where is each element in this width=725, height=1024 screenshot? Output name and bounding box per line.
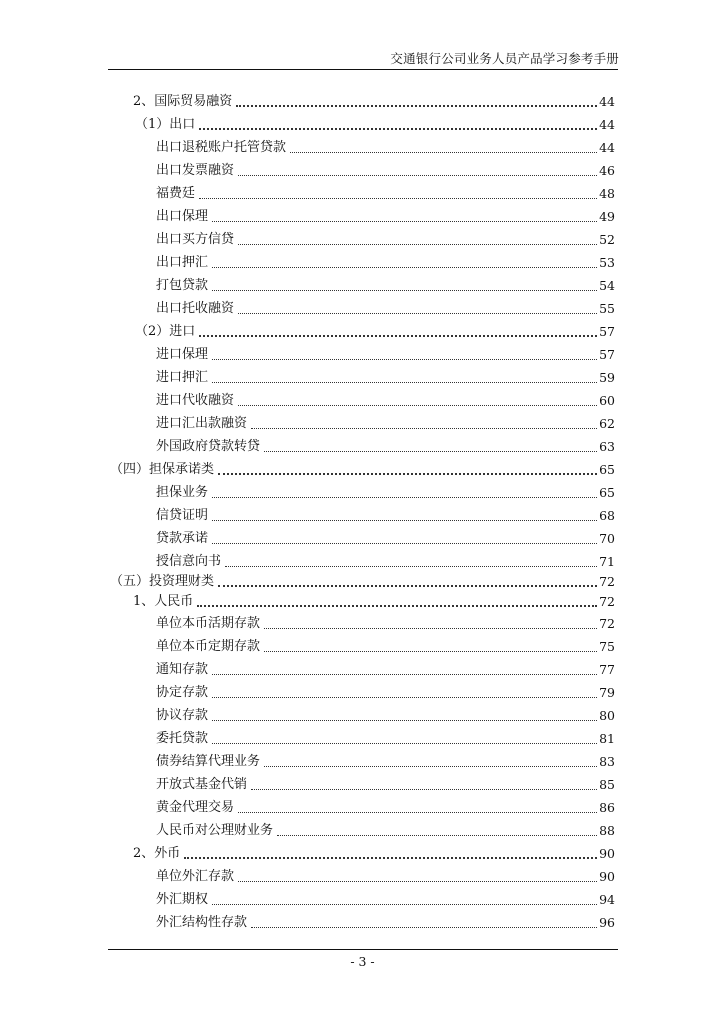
toc-entry-label: 进口汇出款融资 — [156, 416, 248, 431]
toc-entry-label: 出口买方信贷 — [156, 232, 235, 247]
toc-entry[interactable] — [110, 458, 615, 478]
toc-entry[interactable] — [133, 90, 615, 110]
running-header: 交通银行公司业务人员产品学习参考手册 — [390, 51, 619, 66]
toc-entry-page: 46 — [599, 163, 615, 178]
dot-leader — [212, 543, 597, 544]
toc-entry[interactable] — [156, 136, 615, 156]
toc-entry-page: 72 — [599, 594, 615, 609]
toc-entry[interactable] — [156, 773, 615, 793]
toc-entry-label: 单位外汇存款 — [156, 869, 235, 884]
toc-entry-page: 85 — [599, 777, 615, 792]
toc-entry-page: 60 — [599, 393, 615, 408]
toc-entry[interactable] — [133, 590, 615, 610]
toc-entry[interactable] — [156, 297, 615, 317]
dot-leader — [251, 789, 597, 790]
dot-leader — [212, 520, 597, 521]
toc-entry-page: 44 — [599, 140, 615, 155]
toc-entry[interactable] — [156, 481, 615, 501]
toc-entry[interactable] — [156, 527, 615, 547]
toc-entry[interactable] — [135, 320, 615, 340]
toc-entry-page: 90 — [599, 869, 615, 884]
toc-entry-page: 88 — [599, 823, 615, 838]
toc-entry-page: 86 — [599, 800, 615, 815]
toc-entry-label: （1）出口 — [135, 117, 196, 132]
dot-leader — [199, 128, 597, 130]
toc-entry-label: 2、外币 — [133, 846, 181, 861]
toc-entry-label: 信贷证明 — [156, 508, 209, 523]
toc-entry-page: 75 — [599, 639, 615, 654]
toc-entry[interactable] — [156, 888, 615, 908]
dot-leader — [197, 605, 597, 607]
toc-entry-page: 44 — [599, 94, 615, 109]
toc-entry[interactable] — [156, 412, 615, 432]
toc-entry-label: 进口保理 — [156, 347, 209, 362]
toc-entry-label: 黄金代理交易 — [156, 800, 235, 815]
toc-entry-label: 1、人民币 — [133, 594, 194, 609]
toc-entry-label: 出口托收融资 — [156, 301, 235, 316]
toc-entry-label: 出口押汇 — [156, 255, 209, 270]
toc-entry[interactable] — [156, 228, 615, 248]
dot-leader — [184, 857, 597, 859]
toc-entry-page: 62 — [599, 416, 615, 431]
toc-entry-page: 68 — [599, 508, 615, 523]
dot-leader — [212, 497, 597, 498]
toc-entry-label: 福费廷 — [156, 186, 196, 201]
dot-leader — [264, 766, 597, 767]
dot-leader — [212, 674, 597, 675]
toc-entry-label: 外汇结构性存款 — [156, 915, 248, 930]
toc-entry-label: （四）担保承诺类 — [110, 462, 215, 477]
toc-entry-label: 贷款承诺 — [156, 531, 209, 546]
toc-entry-page: 63 — [599, 439, 615, 454]
toc-entry[interactable] — [135, 113, 615, 133]
dot-leader — [290, 152, 597, 153]
footer-rule — [108, 949, 618, 950]
dot-leader — [238, 244, 597, 245]
toc-entry-label: 单位本币活期存款 — [156, 616, 261, 631]
dot-leader — [218, 585, 597, 587]
dot-leader — [238, 812, 597, 813]
toc-entry[interactable] — [110, 570, 615, 590]
dot-leader — [251, 428, 597, 429]
toc-entry-page: 90 — [599, 846, 615, 861]
toc-entry-label: 进口代收融资 — [156, 393, 235, 408]
toc-entry[interactable] — [156, 550, 615, 570]
toc-entry-label: 协议存款 — [156, 708, 209, 723]
toc-entry[interactable] — [156, 612, 615, 632]
toc-entry-page: 52 — [599, 232, 615, 247]
toc-entry[interactable] — [156, 727, 615, 747]
dot-leader — [238, 313, 597, 314]
toc-entry[interactable] — [156, 911, 615, 931]
toc-entry-page: 44 — [599, 117, 615, 132]
toc-entry[interactable] — [156, 504, 615, 524]
toc-entry-page: 65 — [599, 462, 615, 477]
toc-entry-label: 授信意向书 — [156, 554, 222, 569]
toc-entry-page: 72 — [599, 616, 615, 631]
toc-entry-label: （五）投资理财类 — [110, 574, 215, 589]
toc-entry[interactable] — [156, 865, 615, 885]
toc-entry-label: 委托贷款 — [156, 731, 209, 746]
toc-entry[interactable] — [156, 251, 615, 271]
toc-entry-page: 54 — [599, 278, 615, 293]
dot-leader — [225, 566, 597, 567]
toc-entry-label: 外国政府贷款转贷 — [156, 439, 261, 454]
toc-entry-label: 外汇期权 — [156, 892, 209, 907]
toc-entry-label: （2）进口 — [135, 324, 196, 339]
toc-entry-page: 57 — [599, 347, 615, 362]
toc-entry-label: 出口退税账户托管贷款 — [156, 140, 287, 155]
toc-entry-page: 94 — [599, 892, 615, 907]
dot-leader — [264, 651, 597, 652]
toc-entry[interactable] — [156, 389, 615, 409]
toc-entry-page: 65 — [599, 485, 615, 500]
dot-leader — [199, 198, 597, 199]
dot-leader — [238, 881, 597, 882]
toc-entry[interactable] — [156, 681, 615, 701]
toc-entry[interactable] — [156, 366, 615, 386]
toc-entry-page: 55 — [599, 301, 615, 316]
toc-entry-label: 人民币对公理财业务 — [156, 823, 274, 838]
dot-leader — [251, 927, 597, 928]
toc-entry-label: 单位本币定期存款 — [156, 639, 261, 654]
dot-leader — [212, 743, 597, 744]
dot-leader — [264, 628, 597, 629]
toc-entry-page: 79 — [599, 685, 615, 700]
toc-entry-page: 53 — [599, 255, 615, 270]
toc-entry-page: 72 — [599, 574, 615, 589]
toc-entry-label: 2、国际贸易融资 — [133, 94, 233, 109]
dot-leader — [277, 835, 597, 836]
dot-leader — [212, 904, 597, 905]
dot-leader — [238, 405, 597, 406]
page-number: - 3 - — [350, 954, 375, 969]
toc-entry-label: 开放式基金代销 — [156, 777, 248, 792]
toc-entry[interactable] — [156, 182, 615, 202]
toc-entry-label: 打包贷款 — [156, 278, 209, 293]
toc-entry[interactable] — [156, 658, 615, 678]
dot-leader — [212, 720, 597, 721]
toc-entry[interactable] — [156, 205, 615, 225]
toc-entry-label: 出口保理 — [156, 209, 209, 224]
toc-entry[interactable] — [156, 750, 615, 770]
header-rule — [108, 69, 618, 70]
toc-entry-page: 57 — [599, 324, 615, 339]
toc-entry[interactable] — [156, 635, 615, 655]
dot-leader — [218, 473, 597, 475]
toc-entry[interactable] — [156, 159, 615, 179]
dot-leader — [212, 359, 597, 360]
toc-entry[interactable] — [156, 274, 615, 294]
toc-entry[interactable] — [133, 842, 615, 862]
toc-entry-page: 70 — [599, 531, 615, 546]
toc-entry-page: 77 — [599, 662, 615, 677]
toc-entry[interactable] — [156, 819, 615, 839]
toc-entry-page: 96 — [599, 915, 615, 930]
toc-entry-page: 80 — [599, 708, 615, 723]
toc-entry-page: 59 — [599, 370, 615, 385]
dot-leader — [212, 221, 597, 222]
toc-entry-label: 进口押汇 — [156, 370, 209, 385]
dot-leader — [238, 175, 597, 176]
dot-leader — [212, 382, 597, 383]
dot-leader — [264, 451, 597, 452]
toc-entry-page: 49 — [599, 209, 615, 224]
toc-entry-page: 48 — [599, 186, 615, 201]
toc-entry-label: 债券结算代理业务 — [156, 754, 261, 769]
dot-leader — [212, 697, 597, 698]
toc-entry[interactable] — [156, 435, 615, 455]
dot-leader — [212, 267, 597, 268]
dot-leader — [199, 335, 597, 337]
toc-entry[interactable] — [156, 796, 615, 816]
toc-entry-label: 协定存款 — [156, 685, 209, 700]
toc-entry[interactable] — [156, 704, 615, 724]
toc-entry-label: 担保业务 — [156, 485, 209, 500]
toc-entry-label: 出口发票融资 — [156, 163, 235, 178]
toc-entry-page: 83 — [599, 754, 615, 769]
toc-entry-page: 71 — [599, 554, 615, 569]
dot-leader — [212, 290, 597, 291]
toc-entry[interactable] — [156, 343, 615, 363]
toc-entry-label: 通知存款 — [156, 662, 209, 677]
toc-entry-page: 81 — [599, 731, 615, 746]
dot-leader — [236, 105, 597, 107]
